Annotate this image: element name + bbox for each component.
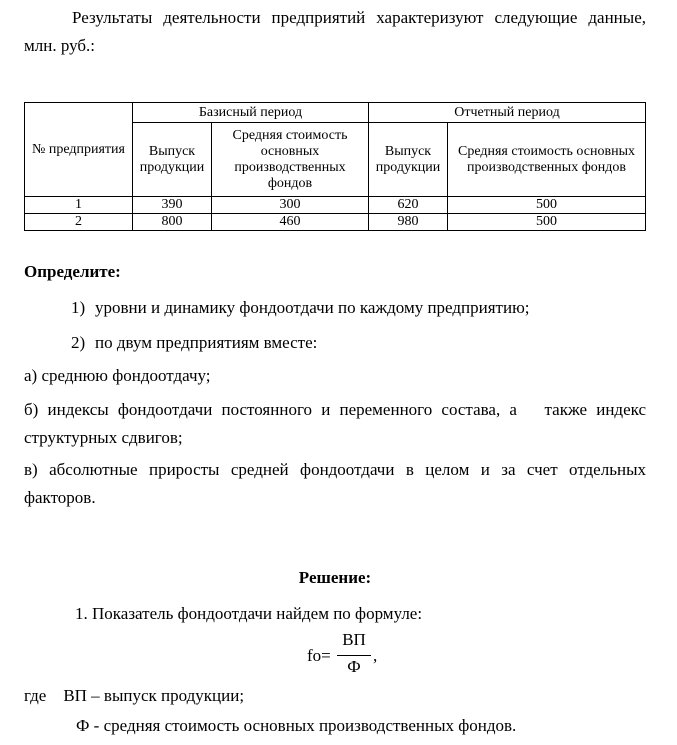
table-row — [25, 214, 646, 231]
formula-comma: , — [373, 646, 378, 665]
list-item-number: 2) — [71, 333, 86, 352]
cell-report-assets: 500 — [448, 214, 646, 231]
formula-lhs: fo= — [307, 646, 331, 665]
task-heading: Определите: — [24, 262, 121, 281]
formula-denominator: Ф — [347, 657, 361, 676]
fraction-bar — [337, 655, 371, 656]
cell-base-output: 800 — [133, 214, 212, 231]
cell-base-assets: 460 — [212, 214, 369, 231]
definition-vp: где ВП – выпуск продукции; — [24, 686, 245, 705]
table-row — [25, 197, 646, 214]
cell-enterprise-number: 1 — [25, 197, 133, 214]
list-item-text: уровни и динамику фондоотдачи по каждому предприятию; — [95, 298, 530, 317]
header-base-output: Выпуск продукции — [133, 123, 212, 197]
list-item-text: по двум предприятиям вместе: — [95, 333, 318, 352]
header-report-period: Отчетный период — [369, 103, 646, 123]
subtask-b: б) индексы фондоотдачи постоянного и переменного состава, а также индекс структурных сдвигов; — [24, 400, 646, 447]
cell-base-assets: 300 — [212, 197, 369, 214]
list-item — [71, 294, 530, 322]
definition-f: Ф - средняя стоимость основных производственных фондов. — [76, 716, 517, 735]
cell-report-assets: 500 — [448, 197, 646, 214]
subtask-a: а) среднюю фондоотдачу; — [24, 366, 211, 385]
list-item — [71, 329, 317, 357]
header-report-output: Выпуск продукции — [369, 123, 448, 197]
header-base-assets: Средняя стоимость основных производственных фондов — [212, 123, 369, 197]
subtask-c: в) абсолютные приросты средней фондоотдачи в целом и за счет отдельных факторов. — [24, 460, 646, 507]
formula-fo — [307, 630, 387, 678]
solution-step-1: 1. Показатель фондоотдачи найдем по формуле: — [75, 604, 423, 623]
solution-heading: Решение: — [298, 568, 372, 587]
header-base-period: Базисный период — [133, 103, 369, 123]
list-item-number: 1) — [71, 298, 86, 317]
cell-report-output: 620 — [369, 197, 448, 214]
enterprise-data-table — [24, 102, 646, 231]
header-enterprise-number: № предприятия — [25, 103, 133, 197]
header-report-assets: Средняя стоимость основных производственных фондов — [448, 123, 646, 197]
table-header-row-1 — [25, 103, 646, 123]
cell-base-output: 390 — [133, 197, 212, 214]
cell-enterprise-number: 2 — [25, 214, 133, 231]
intro-paragraph: Результаты деятельности предприятий характеризуют следующие данные, млн. руб.: — [24, 8, 646, 55]
cell-report-output: 980 — [369, 214, 448, 231]
formula-numerator: ВП — [342, 630, 366, 649]
